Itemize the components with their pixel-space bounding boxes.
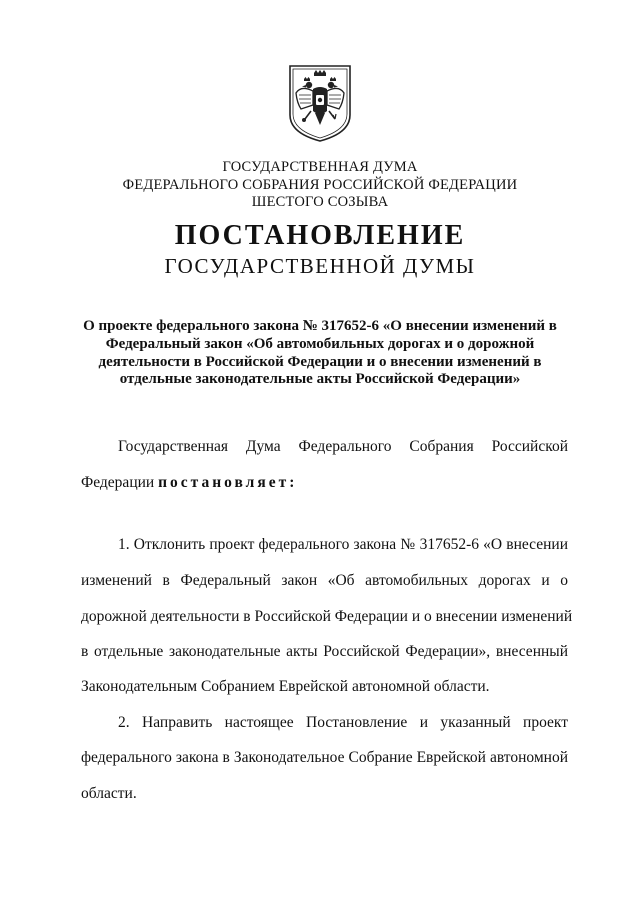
decree-word: постановляет: xyxy=(158,474,298,491)
item-2-line: 2. Направить настоящее Постановление и указанный проект xyxy=(118,714,568,731)
item-1-line: 1. Отклонить проект федерального закона № 317652-6 «О внесении xyxy=(118,536,568,553)
subject-line: О проекте федерального закона № 317652-6 «О внесении изменений в xyxy=(83,318,557,334)
issuer-line-3: ШЕСТОГО СОЗЫВА xyxy=(251,194,389,210)
item-1-line: в отдельные законодательные акты Российской Федерации», внесенный xyxy=(81,643,568,660)
item-1-line: изменений в Федеральный закон «Об автомобильных дорогах и о xyxy=(81,572,568,589)
item-2-line: области. xyxy=(81,785,137,802)
preamble-text: Федерации xyxy=(81,474,155,491)
preamble-line xyxy=(81,473,297,493)
subject-line: Федеральный закон «Об автомобильных дорогах и о дорожной xyxy=(105,336,535,352)
double-headed-eagle-icon xyxy=(287,63,353,143)
document-title: ПОСТАНОВЛЕНИЕ xyxy=(174,220,466,251)
item-1-line: дорожной деятельности в Российской Федерации и о внесении изменений xyxy=(81,608,573,625)
issuer-line-1: ГОСУДАРСТВЕННАЯ ДУМА xyxy=(222,159,418,175)
issuer-line-2: ФЕДЕРАЛЬНОГО СОБРАНИЯ РОССИЙСКОЙ ФЕДЕРАЦИИ xyxy=(122,177,518,193)
document-subtitle: ГОСУДАРСТВЕННОЙ ДУМЫ xyxy=(164,254,476,278)
state-emblem xyxy=(287,63,353,143)
subject-line: отдельные законодательные акты Российской Федерации» xyxy=(119,371,521,387)
preamble-line: Государственная Дума Федерального Собрания Российской xyxy=(118,438,568,455)
item-2-line: федерального закона в Законодательное Собрание Еврейской автономной xyxy=(81,749,568,766)
item-1-line: Законодательным Собранием Еврейской автономной области. xyxy=(81,678,490,695)
subject-line: деятельности в Российской Федерации и о внесении изменений в xyxy=(98,354,542,370)
